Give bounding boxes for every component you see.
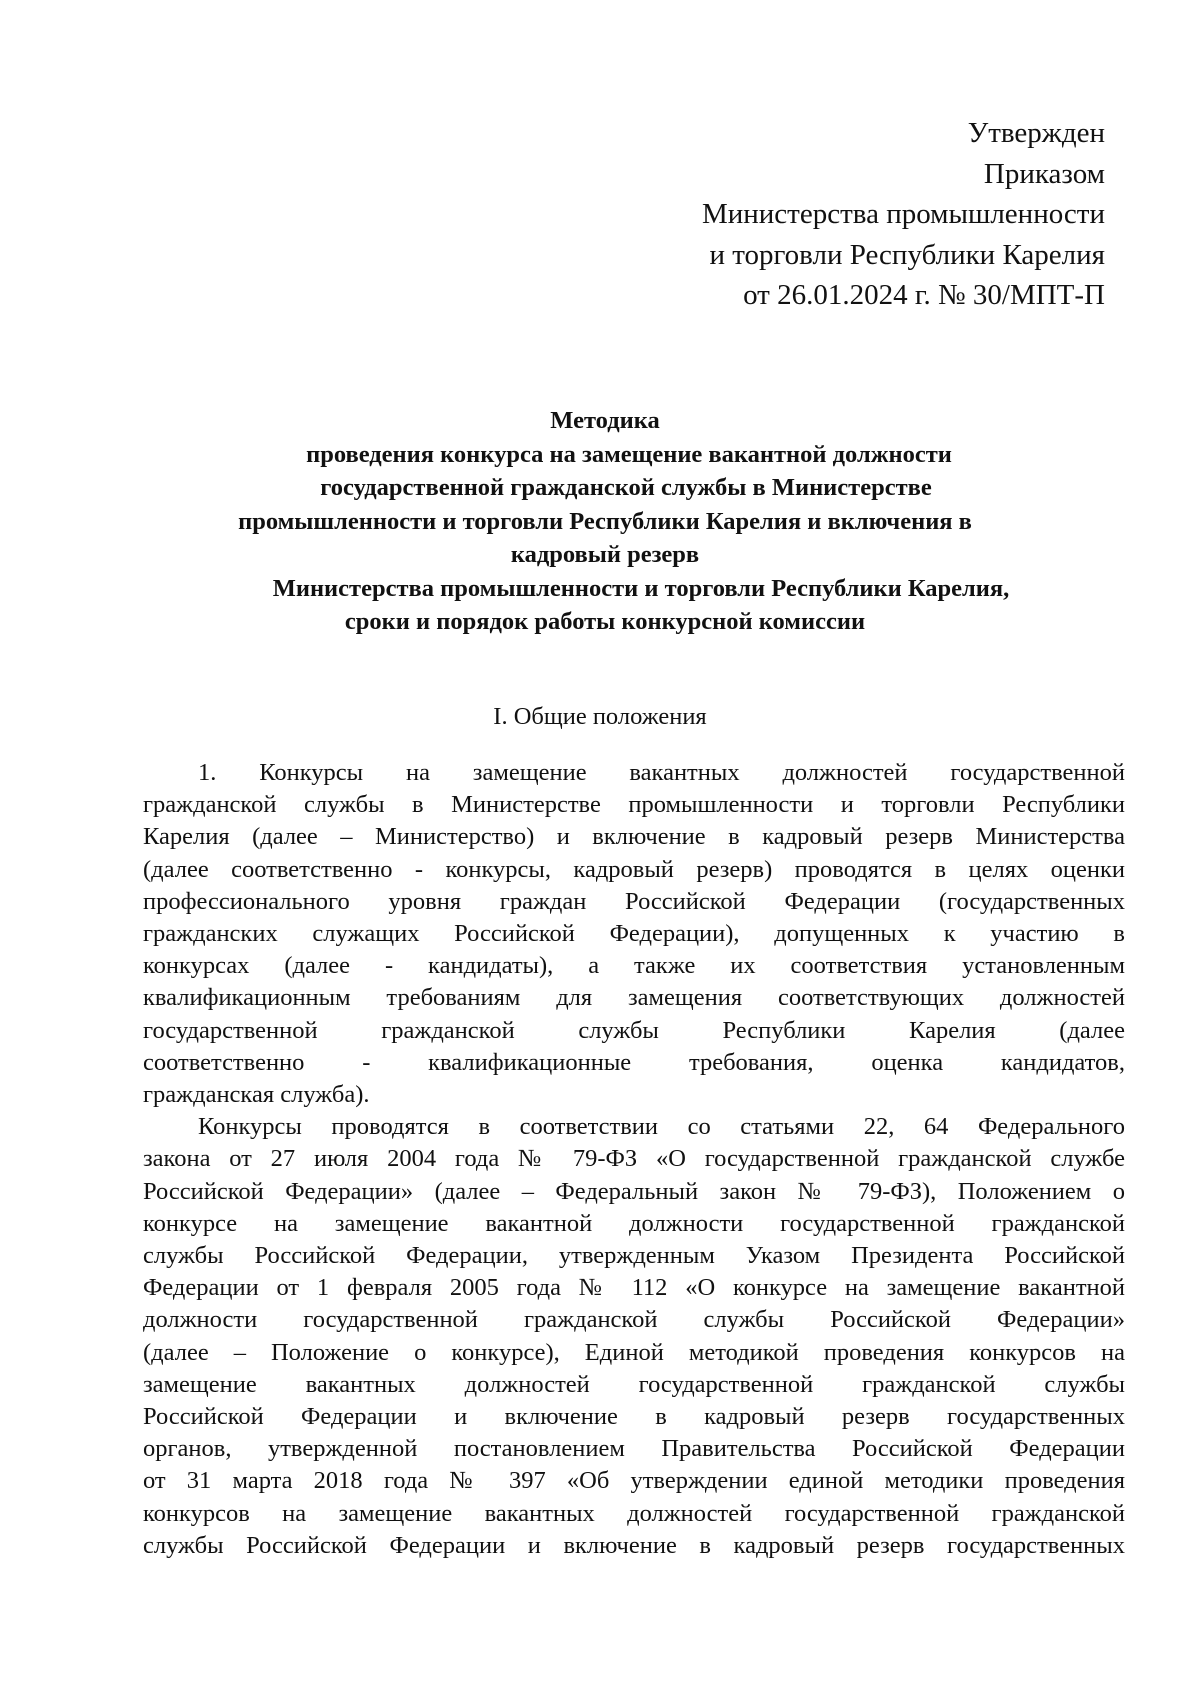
- paragraph-line: замещение вакантных должностей государственной гражданской службы: [143, 1370, 1125, 1398]
- paragraph-line: государственной гражданской службы Республики Карелия (далее: [143, 1016, 1125, 1044]
- paragraph-line: гражданских служащих Российской Федерации), допущенных к участию в: [143, 920, 1125, 948]
- approval-line: Утвержден: [967, 117, 1105, 149]
- paragraph-line: Федерации от 1 февраля 2005 года № 112 «О конкурсе на замещение вакантной: [143, 1274, 1125, 1302]
- paragraph-line: закона от 27 июля 2004 года № 79-ФЗ «О государственной гражданской службе: [143, 1145, 1125, 1173]
- document-body: [143, 757, 1125, 1562]
- approval-stamp: [702, 113, 1105, 316]
- paragraph-line: (далее соответственно - конкурсы, кадровый резерв) проводятся в целях оценки: [143, 855, 1125, 883]
- paragraph-line: профессионального уровня граждан Российской Федерации (государственных: [143, 887, 1125, 915]
- paragraph-line: Российской Федерации» (далее – Федеральный закон № 79-ФЗ), Положением о: [143, 1177, 1125, 1205]
- approval-line: и торговли Республики Карелия: [709, 238, 1105, 271]
- paragraph-line: от 31 марта 2018 года № 397 «Об утверждении единой методики проведения: [143, 1467, 1125, 1495]
- approval-line: от 26.01.2024 г. № 30/МПТ-П: [743, 279, 1105, 311]
- paragraph-line: конкурсах (далее - кандидаты), а также их соответствия установленным: [143, 952, 1125, 980]
- title-line: кадровый резерв: [510, 541, 700, 568]
- paragraph-line: службы Российской Федерации, утвержденным Указом Президента Российской: [143, 1242, 1125, 1270]
- paragraph: [143, 757, 1125, 1111]
- title-line: Методика: [550, 407, 660, 434]
- paragraph-line: гражданской службы в Министерстве промышленности и торговли Республики: [143, 791, 1125, 819]
- paragraph-line: Конкурсы проводятся в соответствии со статьями 22, 64 Федерального: [198, 1113, 1125, 1141]
- title-line: государственной гражданской службы в Министерстве: [320, 474, 932, 501]
- paragraph-line: Карелия (далее – Министерство) и включение в кадровый резерв Министерства: [143, 823, 1125, 851]
- paragraph-line: конкурсов на замещение вакантных должностей государственной гражданской: [143, 1499, 1125, 1527]
- approval-line: Приказом: [983, 157, 1105, 190]
- paragraph-line: гражданская служба).: [143, 1081, 370, 1109]
- paragraph-line: соответственно - квалификационные требования, оценка кандидатов,: [143, 1048, 1125, 1076]
- section-heading: I. Общие положения: [493, 703, 707, 730]
- paragraph-line: Российской Федерации и включение в кадровый резерв государственных: [143, 1403, 1125, 1431]
- title-line: сроки и порядок работы конкурсной комиссии: [344, 608, 866, 635]
- document-title: [150, 404, 1060, 639]
- paragraph-line: квалификационным требованиям для замещения соответствующих должностей: [143, 984, 1125, 1012]
- title-line: промышленности и торговли Республики Карелия и включения в: [238, 507, 972, 535]
- paragraph-line: должности государственной гражданской службы Российской Федерации»: [143, 1306, 1125, 1334]
- approval-line: Министерства промышленности: [701, 198, 1105, 230]
- paragraph-line: органов, утвержденной постановлением Правительства Российской Федерации: [143, 1435, 1125, 1463]
- paragraph: [143, 1111, 1125, 1562]
- paragraph-line: (далее – Положение о конкурсе), Единой методикой проведения конкурсов на: [143, 1338, 1125, 1366]
- paragraph-line: 1. Конкурсы на замещение вакантных должностей государственной: [198, 759, 1125, 786]
- title-line: Министерства промышленности и торговли Республики Карелия,: [272, 574, 1010, 602]
- paragraph-line: конкурсе на замещение вакантной должности государственной гражданской: [143, 1209, 1125, 1237]
- title-line: проведения конкурса на замещение вакантной должности: [306, 440, 952, 468]
- paragraph-line: службы Российской Федерации и включение в кадровый резерв государственных: [143, 1531, 1125, 1559]
